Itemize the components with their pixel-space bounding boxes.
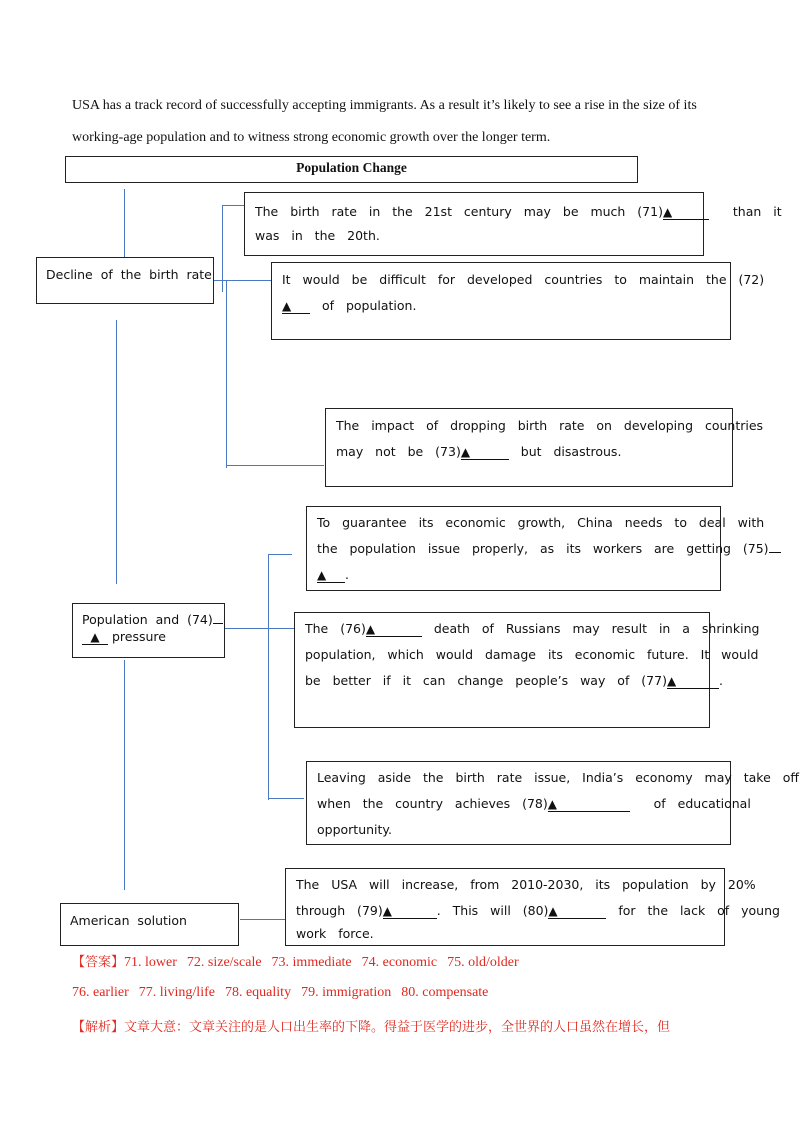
box-78-text-d: opportunity. — [317, 822, 393, 837]
box-76-text-b: death of Russians may result in a shrinking — [433, 621, 760, 636]
box-76-77 — [294, 612, 760, 728]
box-78-text-c: of educational — [653, 796, 751, 811]
node-american-solution — [60, 903, 239, 946]
box-71-text-b: than it — [732, 204, 782, 219]
node-pressure-label-a: Population and (74) — [82, 612, 213, 627]
box-76-text-a: The (76) — [305, 621, 366, 636]
answer-72: 72. size/scale — [186, 955, 262, 970]
box-76-text-d: be better if it can change people’s way of (77) — [305, 673, 667, 688]
analysis-text: 文章大意：文章关注的是人口出生率的下降。得益于医学的进步，全世界的人口虽然在增长，但 — [124, 1020, 671, 1035]
box-75-text-c: . — [345, 567, 349, 582]
box-79-text-a: The USA will increase, from 2010-2030, its population by 20% — [296, 877, 756, 892]
box-79-text-c: . This will (80) — [436, 903, 549, 918]
connector-pressure-top — [268, 554, 292, 555]
blank-73 — [461, 445, 509, 460]
box-76-text-c: population, which would damage its economic future. It would — [305, 647, 759, 662]
connector-pressure-to-american — [124, 660, 125, 890]
answer-73: 73. immediate — [271, 955, 352, 970]
blank-77 — [667, 674, 719, 689]
box-73-text-c: but disastrous. — [520, 444, 622, 459]
answer-75: 75. old/older — [447, 955, 519, 970]
blank-76 — [366, 622, 422, 637]
analysis-tag: 【解析】 — [72, 1020, 125, 1035]
answer-77: 77. living/life — [138, 985, 215, 1000]
answer-78: 78. equality — [224, 985, 292, 1000]
node-decline-birth-rate — [36, 257, 214, 304]
box-75-text-a: To guarantee its economic growth, China needs to deal with — [317, 515, 765, 530]
box-72 — [271, 262, 765, 340]
connector-pressure-vertical — [268, 554, 269, 800]
box-78 — [306, 761, 799, 845]
answer-74: 74. economic — [361, 955, 438, 970]
blank-74 — [82, 630, 108, 645]
blank-72 — [282, 299, 310, 314]
answer-tag: 【答案】 — [72, 955, 125, 970]
box-75 — [306, 506, 769, 591]
intro-line-1: USA has a track record of successfully accepting immigrants. As a result it’s likely to see a rise in the size of its — [72, 98, 697, 113]
answer-76: 76. earlier — [72, 985, 129, 1000]
box-71-text-c: was in the 20th. — [255, 228, 380, 243]
node-population-pressure — [72, 603, 225, 658]
node-pressure-label-b: pressure — [111, 629, 166, 644]
blank-75 — [317, 568, 345, 583]
box-79-80 — [285, 868, 780, 946]
box-78-text-a: Leaving aside the birth rate issue, India’s economy may take off — [317, 770, 799, 785]
box-72-text-a: It would be difficult for developed countries to maintain the (72) — [282, 272, 765, 287]
box-75-text-b: the population issue properly, as its workers are getting (75) — [317, 541, 769, 556]
connector-decline-lower-vertical — [226, 280, 227, 468]
blank-78 — [548, 797, 630, 812]
connector-title-to-decline — [124, 189, 125, 257]
answer-80: 80. compensate — [401, 985, 489, 1000]
connector-decline-mid — [214, 280, 272, 281]
box-71 — [244, 192, 782, 256]
node-decline-label: Decline of the birth rate — [46, 267, 212, 282]
answer-71: 71. lower — [124, 955, 177, 970]
connector-american — [240, 919, 286, 920]
connector-decline-bottom — [226, 465, 324, 466]
blank-79 — [383, 904, 437, 919]
box-73-text-b: may not be (73) — [336, 444, 461, 459]
analysis-line — [72, 1016, 670, 1035]
connector-decline-top — [222, 205, 246, 206]
box-73-text-a: The impact of dropping birth rate on developing countries — [336, 418, 764, 433]
box-79-text-d: for the lack of young — [618, 903, 780, 918]
connector-pressure-bottom — [268, 798, 304, 799]
answer-line-1 — [72, 954, 519, 972]
node-american-label: American solution — [70, 913, 187, 928]
box-72-text-b: of population. — [321, 298, 417, 313]
blank-71 — [663, 205, 709, 220]
answer-79: 79. immigration — [301, 985, 392, 1000]
box-79-text-b: through (79) — [296, 903, 383, 918]
box-71-text-a: The birth rate in the 21st century may be much (71) — [255, 204, 663, 219]
box-78-text-b: when the country achieves (78) — [317, 796, 548, 811]
box-79-text-e: work force. — [296, 926, 374, 941]
box-73 — [325, 408, 764, 487]
connector-pressure-mid — [225, 628, 295, 629]
blank-80 — [548, 904, 606, 919]
answer-line-2 — [72, 984, 488, 1002]
connector-decline-to-pressure — [116, 320, 117, 584]
intro-line-2: working-age population and to witness strong economic growth over the longer term. — [72, 130, 551, 145]
connector-decline-upper-vertical — [222, 205, 223, 292]
box-76-text-e: . — [718, 673, 723, 688]
diagram-title: Population Change — [65, 156, 638, 183]
